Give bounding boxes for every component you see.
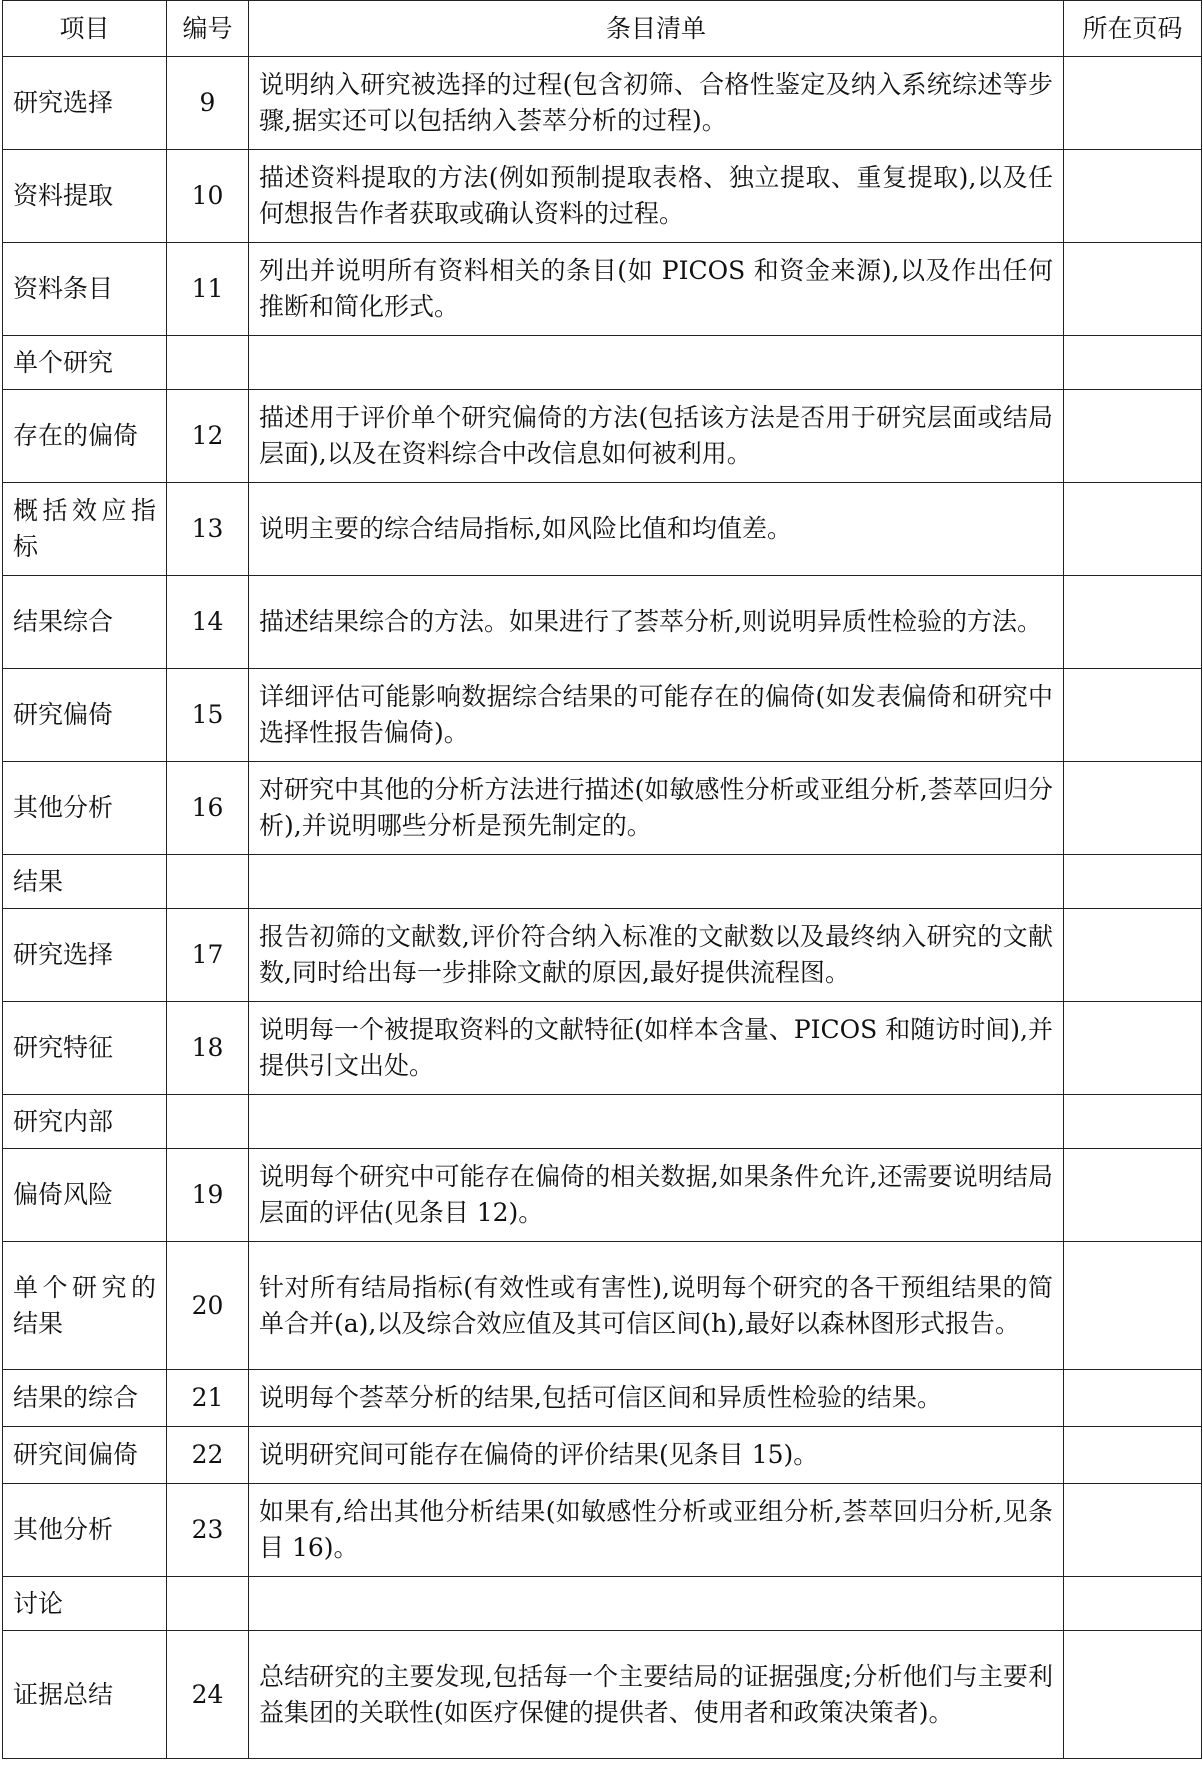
section-row xyxy=(3,1095,1202,1149)
row-description: 列出并说明所有资料相关的条目(如 PICOS 和资金来源),以及作出任何推断和简化形式。 xyxy=(249,243,1064,336)
row-page xyxy=(1064,909,1202,1002)
row-page xyxy=(1064,483,1202,576)
section-label: 结果 xyxy=(3,855,167,909)
row-description: 如果有,给出其他分析结果(如敏感性分析或亚组分析,荟萃回归分析,见条目 16)。 xyxy=(249,1484,1064,1577)
row-item: 其他分析 xyxy=(3,1484,167,1577)
table-row xyxy=(3,1370,1202,1427)
row-page xyxy=(1064,1002,1202,1095)
row-number xyxy=(167,1095,249,1149)
table-row xyxy=(3,669,1202,762)
row-item: 结果的综合 xyxy=(3,1370,167,1427)
row-page xyxy=(1064,390,1202,483)
table-row xyxy=(3,150,1202,243)
table-row xyxy=(3,243,1202,336)
row-number: 16 xyxy=(167,762,249,855)
row-number: 17 xyxy=(167,909,249,1002)
row-number: 19 xyxy=(167,1149,249,1242)
row-page xyxy=(1064,57,1202,150)
row-item: 证据总结 xyxy=(3,1631,167,1759)
row-description: 说明纳入研究被选择的过程(包含初筛、合格性鉴定及纳入系统综述等步骤,据实还可以包括纳入荟萃分析的过程)。 xyxy=(249,57,1064,150)
table-row xyxy=(3,1242,1202,1370)
row-page xyxy=(1064,855,1202,909)
row-description: 报告初筛的文献数,评价符合纳入标准的文献数以及最终纳入研究的文献数,同时给出每一步排除文献的原因,最好提供流程图。 xyxy=(249,909,1064,1002)
row-page xyxy=(1064,1577,1202,1631)
row-number: 10 xyxy=(167,150,249,243)
row-page xyxy=(1064,1095,1202,1149)
row-description: 对研究中其他的分析方法进行描述(如敏感性分析或亚组分析,荟萃回归分析),并说明哪些分析是预先制定的。 xyxy=(249,762,1064,855)
row-number: 11 xyxy=(167,243,249,336)
table-row xyxy=(3,762,1202,855)
row-description xyxy=(249,1095,1064,1149)
table-header-row xyxy=(3,1,1202,57)
row-page xyxy=(1064,1484,1202,1577)
table-row xyxy=(3,576,1202,669)
table-row xyxy=(3,1427,1202,1484)
section-row xyxy=(3,1577,1202,1631)
section-label: 单个研究 xyxy=(3,336,167,390)
header-checklist: 条目清单 xyxy=(249,1,1064,57)
row-number: 13 xyxy=(167,483,249,576)
row-item: 研究选择 xyxy=(3,909,167,1002)
header-number: 编号 xyxy=(167,1,249,57)
table-row xyxy=(3,483,1202,576)
row-item: 其他分析 xyxy=(3,762,167,855)
row-description xyxy=(249,336,1064,390)
row-page xyxy=(1064,1242,1202,1370)
row-number xyxy=(167,1577,249,1631)
table-row xyxy=(3,909,1202,1002)
header-item: 项目 xyxy=(3,1,167,57)
row-number xyxy=(167,336,249,390)
row-item: 偏倚风险 xyxy=(3,1149,167,1242)
row-number: 21 xyxy=(167,1370,249,1427)
table-row xyxy=(3,57,1202,150)
row-number: 14 xyxy=(167,576,249,669)
row-description: 说明主要的综合结局指标,如风险比值和均值差。 xyxy=(249,483,1064,576)
row-number: 24 xyxy=(167,1631,249,1759)
row-description: 描述结果综合的方法。如果进行了荟萃分析,则说明异质性检验的方法。 xyxy=(249,576,1064,669)
row-description: 详细评估可能影响数据综合结果的可能存在的偏倚(如发表偏倚和研究中选择性报告偏倚)。 xyxy=(249,669,1064,762)
row-description: 描述用于评价单个研究偏倚的方法(包括该方法是否用于研究层面或结局层面),以及在资料综合中改信息如何被利用。 xyxy=(249,390,1064,483)
section-label: 讨论 xyxy=(3,1577,167,1631)
row-page xyxy=(1064,336,1202,390)
row-page xyxy=(1064,1370,1202,1427)
row-description: 描述资料提取的方法(例如预制提取表格、独立提取、重复提取),以及任何想报告作者获取或确认资料的过程。 xyxy=(249,150,1064,243)
row-item: 结果综合 xyxy=(3,576,167,669)
table-row xyxy=(3,1484,1202,1577)
row-number: 9 xyxy=(167,57,249,150)
table-row xyxy=(3,1631,1202,1759)
row-item: 研究选择 xyxy=(3,57,167,150)
row-item: 资料条目 xyxy=(3,243,167,336)
row-page xyxy=(1064,576,1202,669)
row-item: 资料提取 xyxy=(3,150,167,243)
row-page xyxy=(1064,1149,1202,1242)
checklist-table xyxy=(2,0,1202,1759)
row-description: 说明每一个被提取资料的文献特征(如样本含量、PICOS 和随访时间),并提供引文出处。 xyxy=(249,1002,1064,1095)
table-row xyxy=(3,390,1202,483)
header-page: 所在页码 xyxy=(1064,1,1202,57)
row-description: 说明研究间可能存在偏倚的评价结果(见条目 15)。 xyxy=(249,1427,1064,1484)
table-row xyxy=(3,1149,1202,1242)
row-page xyxy=(1064,762,1202,855)
row-item: 研究特征 xyxy=(3,1002,167,1095)
row-page xyxy=(1064,1427,1202,1484)
table-row xyxy=(3,1002,1202,1095)
row-number: 15 xyxy=(167,669,249,762)
section-row xyxy=(3,855,1202,909)
section-row xyxy=(3,336,1202,390)
row-description: 总结研究的主要发现,包括每一个主要结局的证据强度;分析他们与主要利益集团的关联性(如医疗保健的提供者、使用者和政策决策者)。 xyxy=(249,1631,1064,1759)
row-number: 20 xyxy=(167,1242,249,1370)
row-description xyxy=(249,1577,1064,1631)
row-item: 存在的偏倚 xyxy=(3,390,167,483)
row-number: 22 xyxy=(167,1427,249,1484)
row-description xyxy=(249,855,1064,909)
row-page xyxy=(1064,150,1202,243)
row-description: 说明每个荟萃分析的结果,包括可信区间和异质性检验的结果。 xyxy=(249,1370,1064,1427)
row-number xyxy=(167,855,249,909)
row-page xyxy=(1064,669,1202,762)
row-description: 说明每个研究中可能存在偏倚的相关数据,如果条件允许,还需要说明结局层面的评估(见条目 12)。 xyxy=(249,1149,1064,1242)
row-item: 研究间偏倚 xyxy=(3,1427,167,1484)
row-item: 研究偏倚 xyxy=(3,669,167,762)
row-item: 概括效应指标 xyxy=(3,483,167,576)
row-item: 单个研究的结果 xyxy=(3,1242,167,1370)
row-number: 12 xyxy=(167,390,249,483)
row-number: 23 xyxy=(167,1484,249,1577)
row-description: 针对所有结局指标(有效性或有害性),说明每个研究的各干预组结果的简单合并(a),以及综合效应值及其可信区间(h),最好以森林图形式报告。 xyxy=(249,1242,1064,1370)
row-page xyxy=(1064,243,1202,336)
section-label: 研究内部 xyxy=(3,1095,167,1149)
row-page xyxy=(1064,1631,1202,1759)
row-number: 18 xyxy=(167,1002,249,1095)
